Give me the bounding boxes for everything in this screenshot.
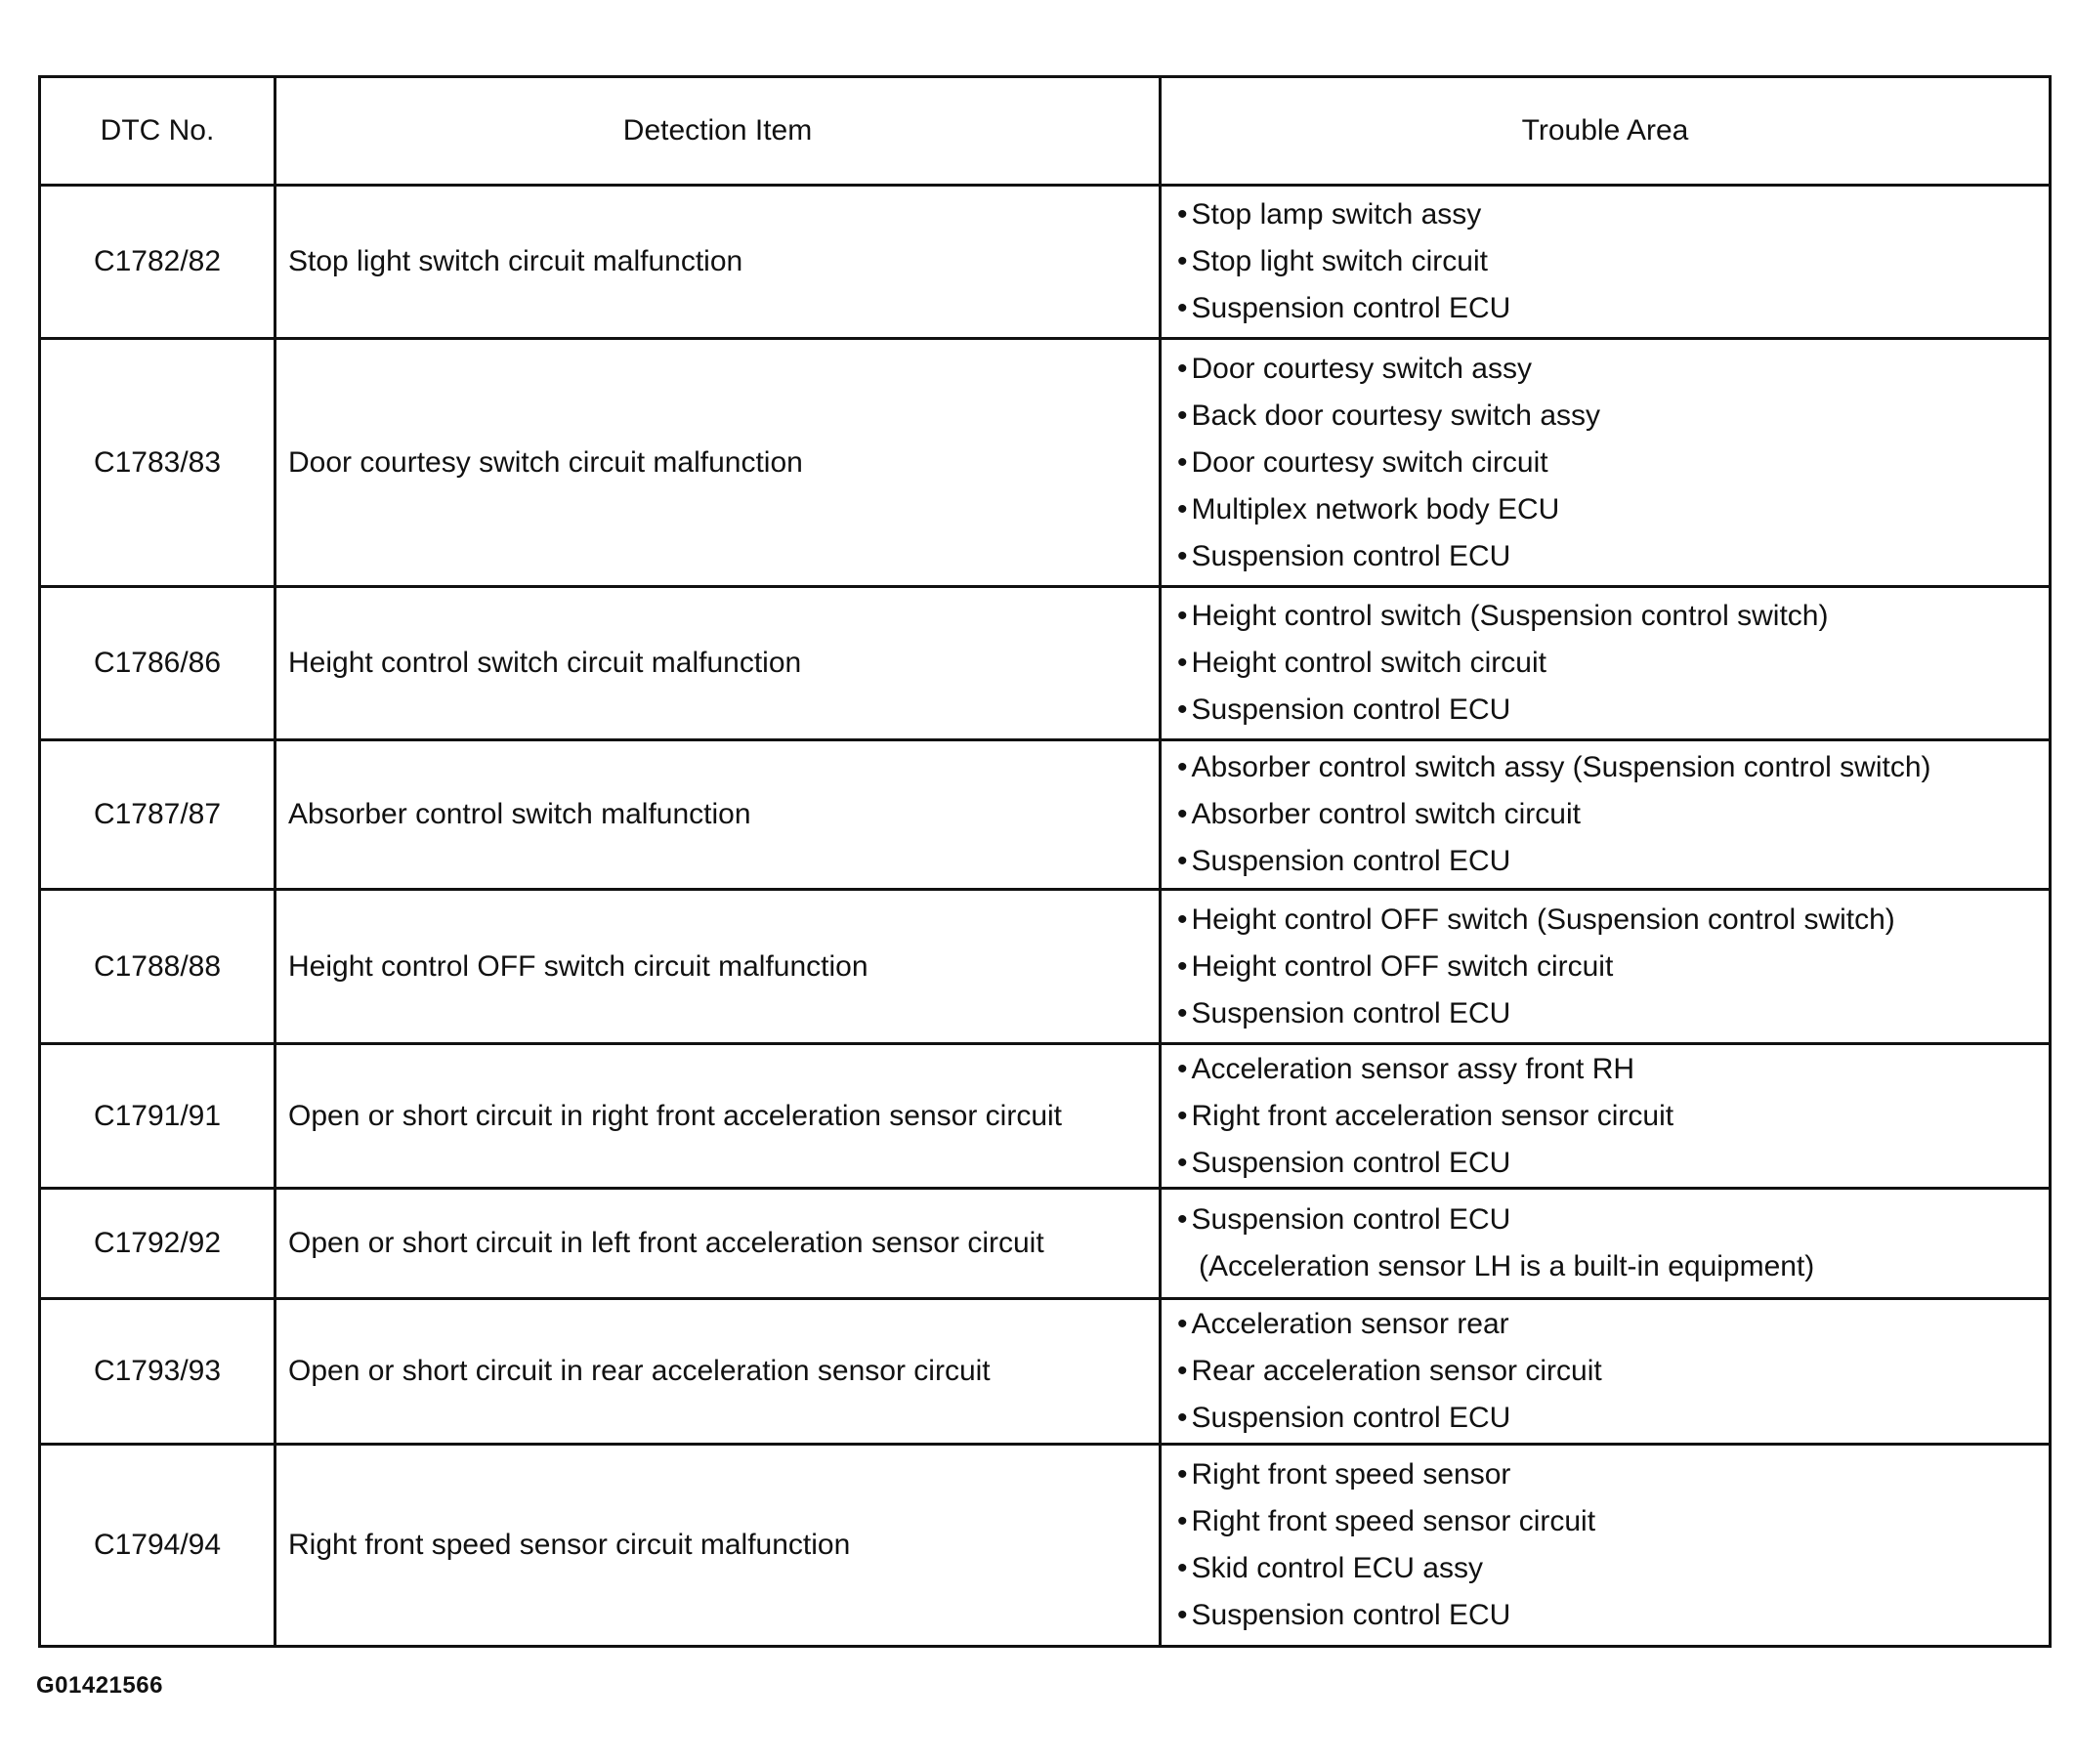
trouble-area-cell <box>1161 890 2051 1044</box>
trouble-area-item: • Suspension control ECU <box>1177 838 2049 885</box>
trouble-area-item: • Height control OFF switch (Suspension control switch) <box>1177 897 2049 944</box>
trouble-area-cell <box>1161 1044 2051 1189</box>
trouble-area-cell <box>1161 1189 2051 1299</box>
figure-code: G01421566 <box>36 1672 163 1699</box>
trouble-area-item: • Suspension control ECU <box>1177 990 2049 1037</box>
table-row <box>40 587 2051 740</box>
trouble-area-item: • Suspension control ECU <box>1177 285 2049 332</box>
dtc-code-cell: C1788/88 <box>40 890 275 1044</box>
table-row <box>40 1445 2051 1647</box>
dtc-code-cell: C1791/91 <box>40 1044 275 1189</box>
trouble-area-item: • Stop lamp switch assy <box>1177 191 2049 238</box>
detection-item-cell: Open or short circuit in left front acceleration sensor circuit <box>275 1189 1161 1299</box>
table-body <box>40 186 2051 1647</box>
dtc-code-cell: C1787/87 <box>40 740 275 890</box>
trouble-area-item: • Right front speed sensor <box>1177 1451 2049 1498</box>
trouble-area-item: • Height control OFF switch circuit <box>1177 944 2049 990</box>
header-dtc-no: DTC No. <box>40 77 275 186</box>
trouble-area-cell <box>1161 740 2051 890</box>
trouble-area-item: • Multiplex network body ECU <box>1177 486 2049 533</box>
trouble-area-cell <box>1161 1299 2051 1445</box>
dtc-code-cell: C1782/82 <box>40 186 275 339</box>
trouble-area-item: • Stop light switch circuit <box>1177 238 2049 285</box>
header-detection-item: Detection Item <box>275 77 1161 186</box>
table-row <box>40 1189 2051 1299</box>
trouble-area-item: • Suspension control ECU <box>1177 1592 2049 1639</box>
trouble-area-item: • Suspension control ECU <box>1177 533 2049 580</box>
dtc-table <box>38 75 2052 1648</box>
header-trouble-area: Trouble Area <box>1161 77 2051 186</box>
trouble-area-item: • Suspension control ECU <box>1177 1395 2049 1442</box>
dtc-code-cell: C1783/83 <box>40 339 275 587</box>
table-row <box>40 1044 2051 1189</box>
trouble-area-item: • Right front speed sensor circuit <box>1177 1498 2049 1545</box>
trouble-area-item: • Height control switch (Suspension control switch) <box>1177 593 2049 640</box>
trouble-area-item: • Acceleration sensor rear <box>1177 1301 2049 1348</box>
trouble-area-item: • Back door courtesy switch assy <box>1177 393 2049 440</box>
table-header <box>40 77 2051 186</box>
trouble-area-cell <box>1161 186 2051 339</box>
trouble-area-item: • Suspension control ECU <box>1177 1140 2049 1187</box>
detection-item-cell: Stop light switch circuit malfunction <box>275 186 1161 339</box>
trouble-area-item: • Suspension control ECU <box>1177 687 2049 734</box>
table-row <box>40 339 2051 587</box>
detection-item-cell: Height control switch circuit malfunction <box>275 587 1161 740</box>
trouble-area-cell <box>1161 1445 2051 1647</box>
dtc-code-cell: C1793/93 <box>40 1299 275 1445</box>
trouble-area-item: • Absorber control switch assy (Suspension control switch) <box>1177 744 2049 791</box>
table-row <box>40 1299 2051 1445</box>
trouble-area-item: • Skid control ECU assy <box>1177 1545 2049 1592</box>
trouble-area-item: • Right front acceleration sensor circuit <box>1177 1093 2049 1140</box>
detection-item-cell: Right front speed sensor circuit malfunction <box>275 1445 1161 1647</box>
trouble-area-item: • Suspension control ECU <box>1177 1197 2049 1243</box>
table-row <box>40 740 2051 890</box>
detection-item-cell: Height control OFF switch circuit malfunction <box>275 890 1161 1044</box>
trouble-area-cell <box>1161 587 2051 740</box>
detection-item-cell: Door courtesy switch circuit malfunction <box>275 339 1161 587</box>
detection-item-cell: Absorber control switch malfunction <box>275 740 1161 890</box>
trouble-area-item: • Acceleration sensor assy front RH <box>1177 1046 2049 1093</box>
trouble-area-item: • Height control switch circuit <box>1177 640 2049 687</box>
table-row <box>40 186 2051 339</box>
trouble-area-item: • Rear acceleration sensor circuit <box>1177 1348 2049 1395</box>
trouble-area-cell <box>1161 339 2051 587</box>
header-row <box>40 77 2051 186</box>
trouble-area-item: • Door courtesy switch circuit <box>1177 440 2049 486</box>
detection-item-cell: Open or short circuit in rear acceleration sensor circuit <box>275 1299 1161 1445</box>
trouble-area-item: • Door courtesy switch assy <box>1177 346 2049 393</box>
trouble-area-note: (Acceleration sensor LH is a built-in equipment) <box>1199 1250 1815 1282</box>
detection-item-cell: Open or short circuit in right front acceleration sensor circuit <box>275 1044 1161 1189</box>
trouble-area-item: • Absorber control switch circuit <box>1177 791 2049 838</box>
dtc-code-cell: C1794/94 <box>40 1445 275 1647</box>
dtc-code-cell: C1786/86 <box>40 587 275 740</box>
dtc-code-cell: C1792/92 <box>40 1189 275 1299</box>
table-row <box>40 890 2051 1044</box>
